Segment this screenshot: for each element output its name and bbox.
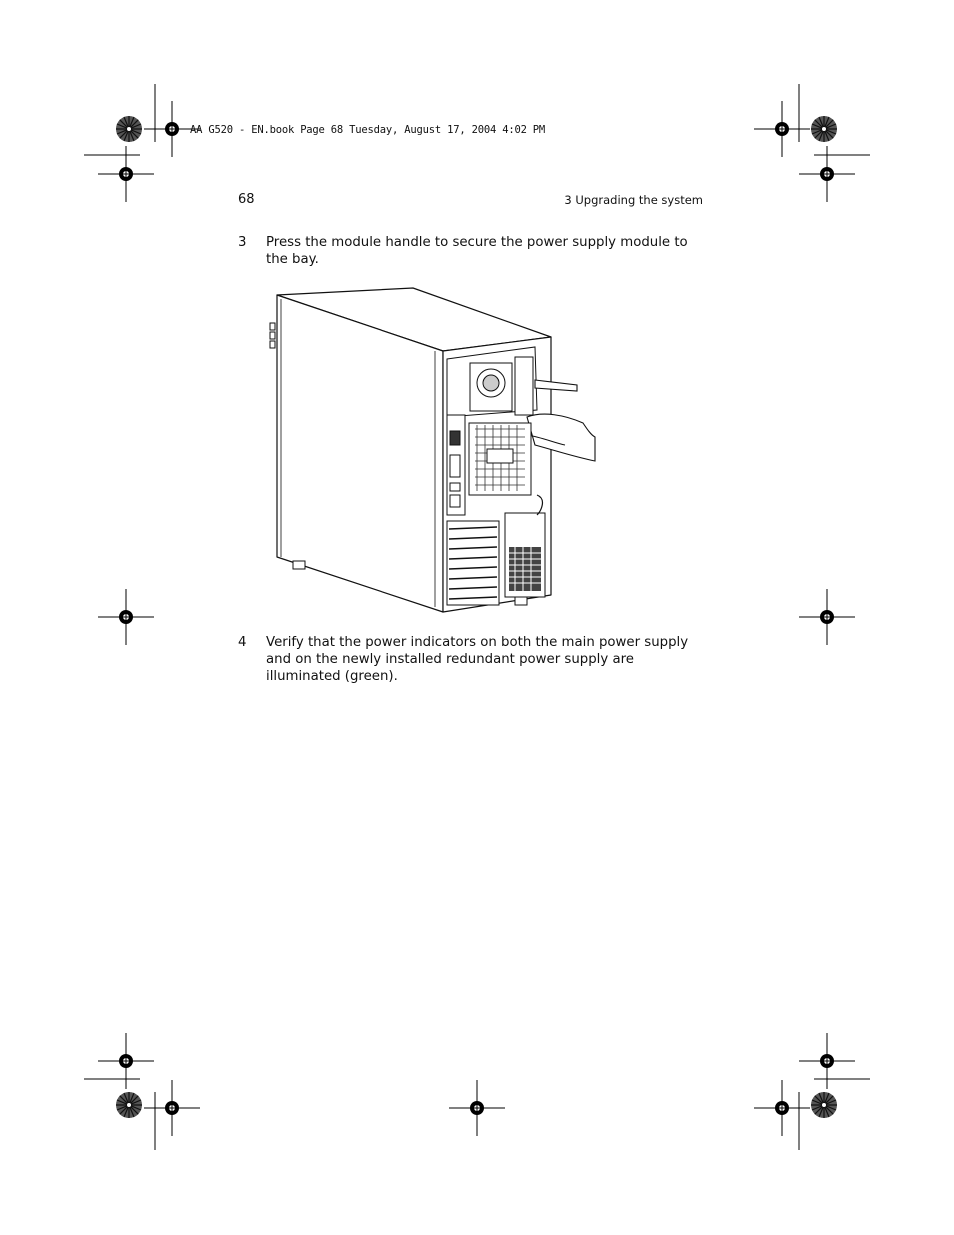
server-tower-illustration (265, 285, 600, 615)
page-number: 68 (238, 192, 255, 207)
step-number: 4 (238, 635, 247, 650)
print-slug: AA G520 - EN.book Page 68 Tuesday, August 17, 2004 4:02 PM (190, 124, 546, 136)
running-title: 3 Upgrading the system (564, 193, 703, 207)
step-text: Press the module handle to secure the power supply module to the bay. (266, 235, 688, 267)
step-number: 3 (238, 235, 247, 250)
step-text: Verify that the power indicators on both the main power supply and on the newly installed redundant power supply are illuminated (green). (266, 635, 689, 684)
